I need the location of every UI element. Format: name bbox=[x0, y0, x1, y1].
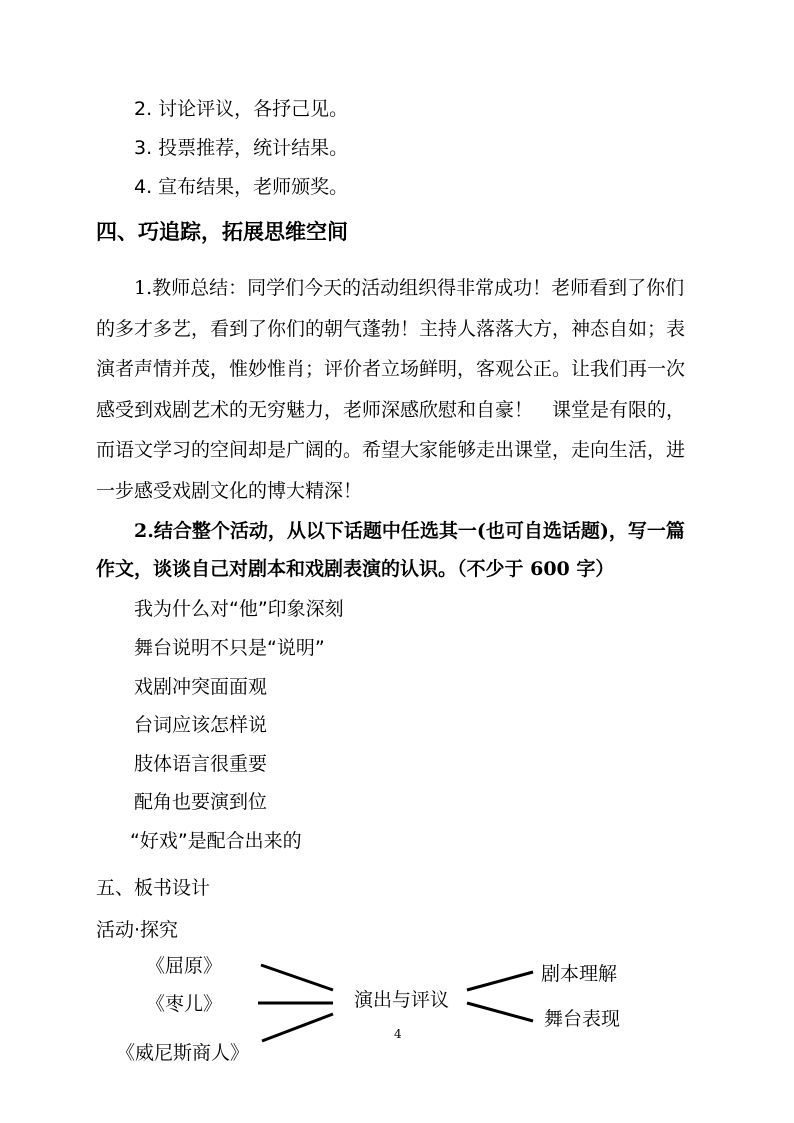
connector-play-1 bbox=[261, 965, 333, 990]
section-4-heading: 四、巧追踪，拓展思维空间 bbox=[96, 220, 348, 244]
topic-1: 我为什么对“他”印象深刻 bbox=[134, 598, 344, 620]
connector-outcome-1 bbox=[467, 972, 533, 990]
play-label-2: 《枣儿》 bbox=[146, 993, 223, 1015]
step-4: 4. 宣布结果，老师颁奖。 bbox=[134, 176, 349, 198]
center-label: 演出与评议 bbox=[354, 989, 450, 1011]
connector-outcome-2 bbox=[467, 1003, 533, 1021]
topic-7: “好戏”是配合出来的 bbox=[130, 830, 302, 852]
outcome-label-2: 舞台表现 bbox=[544, 1008, 621, 1030]
connector-play-3 bbox=[262, 1014, 333, 1041]
teacher-summary-paragraph: 1.教师总结：同学们今天的活动组织得非常成功！老师看到了你们的多才多艺，看到了你们的朝气蓬勃！主持人落落大方，神态自如；表演者声情并茂，惟妙惟肖；评价者立场鲜明，客观公正。让我们再一次感受到戏剧艺术的无穷魅力，老师深感欣慰和自豪！ 课堂是有限的，而语文学习的空间却是广阔的。希望大家能够走出课堂，走向生活，进一步感受戏剧文化的博大精深！ bbox=[96, 277, 686, 502]
play-label-1: 《屈原》 bbox=[146, 955, 223, 977]
page-number: 4 bbox=[394, 1027, 402, 1041]
section-5-heading: 五、板书设计 bbox=[96, 877, 211, 899]
topic-2: 舞台说明不只是“说明” bbox=[134, 637, 325, 659]
topic-5: 肢体语言很重要 bbox=[134, 753, 268, 775]
topic-6: 配角也要演到位 bbox=[134, 791, 268, 813]
step-3: 3. 投票推荐，统计结果。 bbox=[134, 137, 349, 159]
play-label-3: 《威尼斯商人》 bbox=[116, 1042, 250, 1064]
topic-3: 戏剧冲突面面观 bbox=[134, 676, 268, 698]
board-subheading: 活动·探究 bbox=[96, 919, 179, 941]
topic-4: 台词应该怎样说 bbox=[134, 714, 268, 736]
step-2: 2. 讨论评议，各抒己见。 bbox=[134, 98, 349, 120]
outcome-label-1: 剧本理解 bbox=[541, 963, 618, 985]
writing-task-paragraph: 2.结合整个活动，从以下话题中任选其一(也可自选话题)，写一篇作文，谈谈自己对剧本和戏剧表演的认识。（不少于 600 字） bbox=[96, 520, 685, 580]
